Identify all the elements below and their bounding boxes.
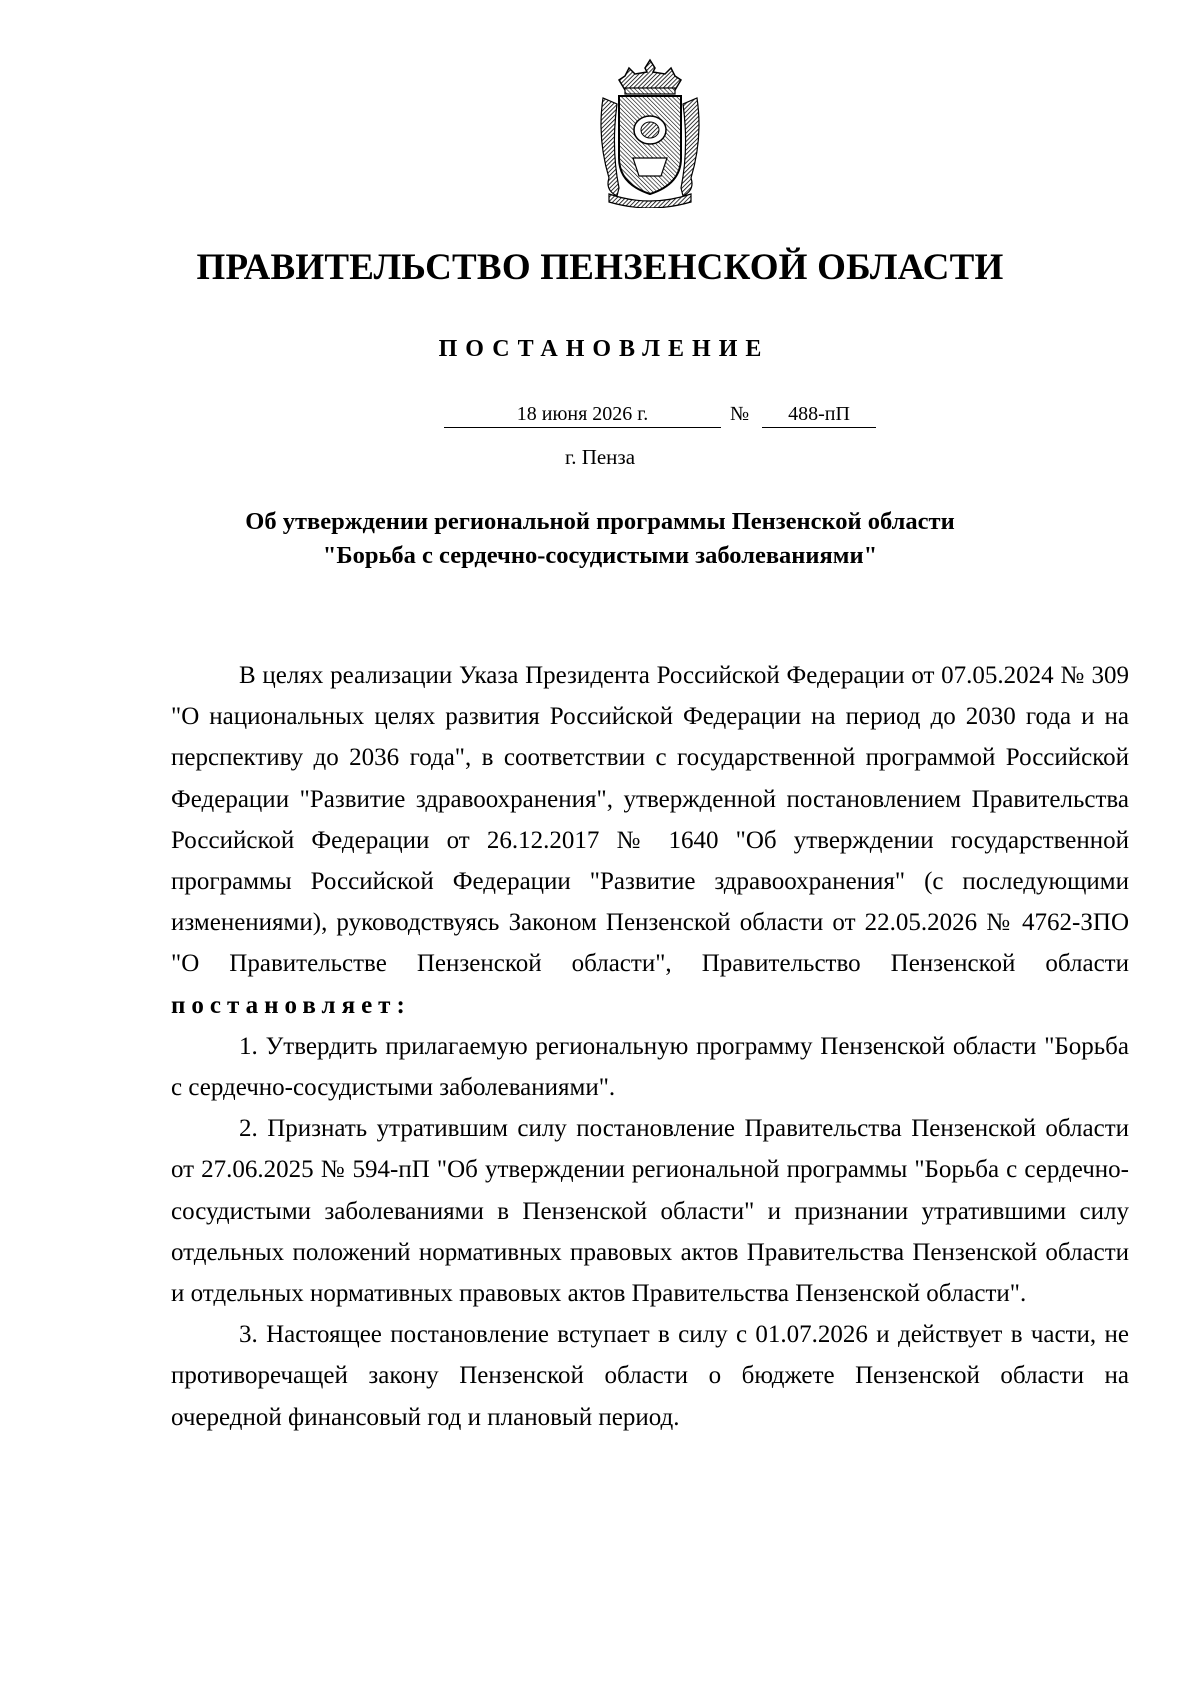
preamble-paragraph bbox=[171, 655, 1129, 1026]
document-date: 18 июня 2026 г. bbox=[444, 403, 721, 428]
document-type: ПОСТАНОВЛЕНИЕ bbox=[438, 336, 770, 362]
decree-word: постановляет: bbox=[171, 991, 411, 1019]
document-number: 488-пП bbox=[762, 403, 876, 428]
number-sign: № bbox=[730, 403, 750, 425]
subject-line-1: Об утверждении региональной программы Пензенской области bbox=[245, 508, 955, 535]
item-3: 3. Настоящее постановление вступает в силу с 01.07.2026 и действует в части, не противоречащей закону Пензенской области о бюджете Пензенской области на очередной финансовый год и плановый период. bbox=[171, 1321, 1129, 1431]
coat-of-arms-icon bbox=[595, 58, 705, 208]
city: г. Пенза bbox=[564, 445, 636, 469]
item-1: 1. Утвердить прилагаемую региональную программу Пензенской области "Борьба с сердечно-сосудистыми заболеваниями". bbox=[171, 1032, 1129, 1102]
document-body bbox=[171, 655, 1129, 1438]
preamble-text: В целях реализации Указа Президента Российской Федерации от 07.05.2024 № 309 "О национальных целях развития Российской Федерации на период до 2030 года и на перспективу до 2036 года", в соответствии с государственной программой Российской Федерации "Развитие здравоохранения", утвержденной постановлением Правительства Российской Федерации от 26.12.2017 № 1640 "Об утверждении государственной программы Российской Федерации "Развитие здравоохранения" (с последующими изменениями), руководствуясь Законом Пензенской области от 22.05.2026 № 4762-ЗПО "О Правительстве Пензенской области", Правительство Пензенской области bbox=[171, 662, 1129, 978]
government-title: ПРАВИТЕЛЬСТВО ПЕНЗЕНСКОЙ ОБЛАСТИ bbox=[196, 247, 1004, 288]
item-2: 2. Признать утратившим силу постановление Правительства Пензенской области от 27.06.2025 № 594-пП "Об утверждении региональной программы "Борьба с сердечно-сосудистыми заболеваниями в Пензенской области" и признании утратившими силу отдельных положений нормативных правовых актов Правительства Пензенской области и отдельных нормативных правовых актов Правительства Пензенской области". bbox=[171, 1115, 1129, 1308]
subject-line-2: "Борьба с сердечно-сосудистыми заболеваниями" bbox=[322, 542, 878, 569]
document-subject bbox=[0, 505, 1200, 573]
